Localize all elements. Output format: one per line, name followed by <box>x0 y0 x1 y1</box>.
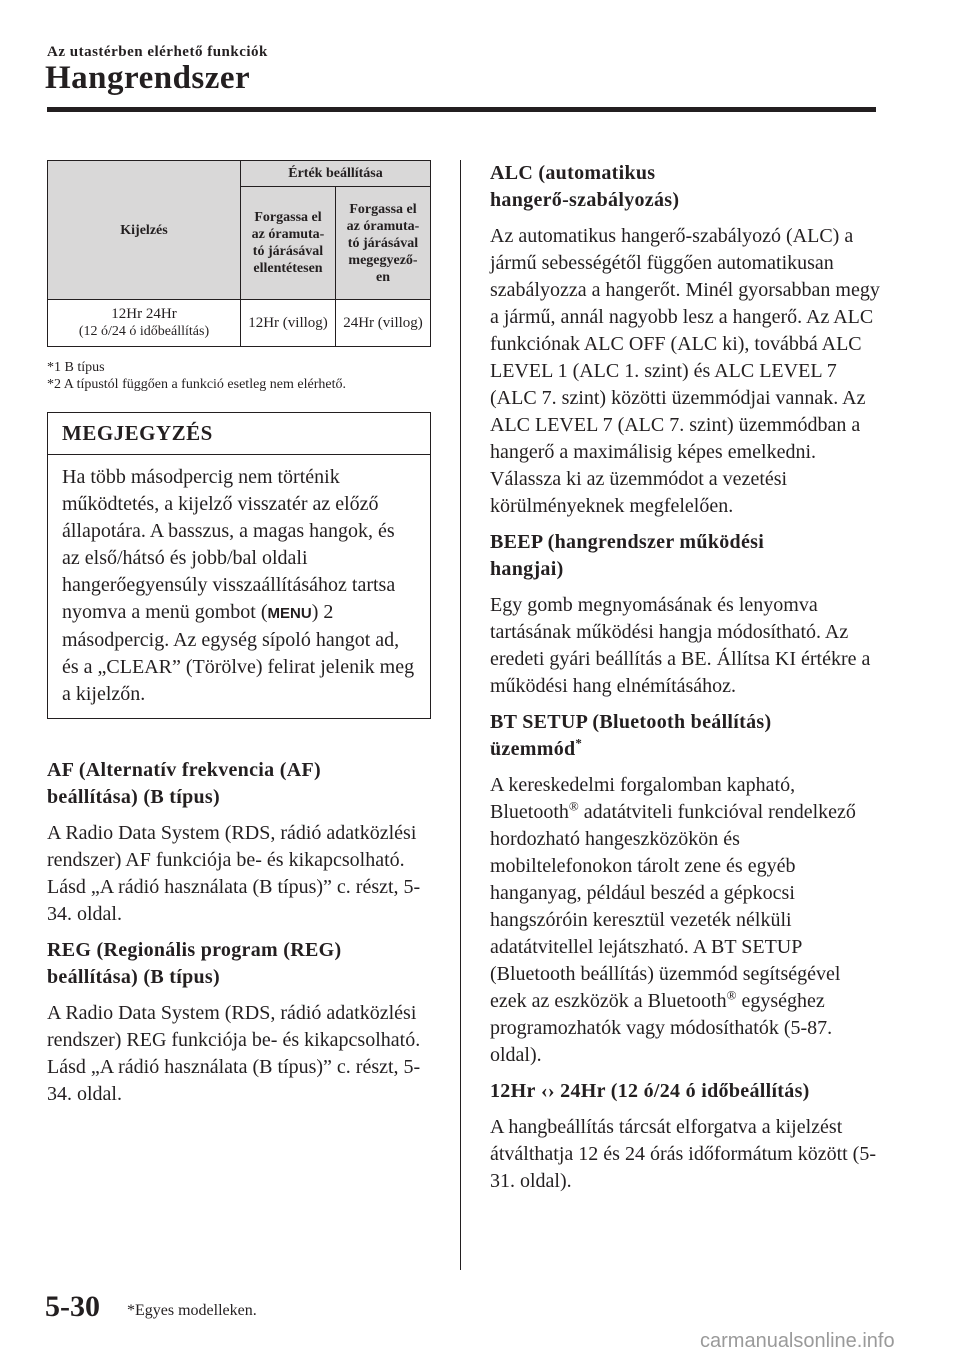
note-body: Ha több másodpercig nem történik működtetés, a kijelző visszatér az előző állapotára. A basszus, a magas hangok, és az első/hátsó és jobb/bal oldali hangerőegyensúly visszaállításához tartsa nyomva a menü gombot (MENU) 2 másodpercig. Az egység sípoló hangot ad, és a „CLEAR” (Törölve) felirat jelenik meg a kijelzőn. <box>62 466 415 705</box>
title-rule <box>47 107 876 112</box>
header-value: Érték beállítása <box>241 161 431 187</box>
row-display-main: 12Hr 24Hr <box>111 306 177 322</box>
reg-heading: REG (Regionális program (REG) beállítása) (B típus) <box>47 939 342 988</box>
beep-heading: BEEP (hangrendszer működési hangjai) <box>490 531 765 580</box>
row-ccw-value: 12Hr (villog) <box>241 300 336 347</box>
page-title: Hangrendszer <box>45 60 251 96</box>
af-reference: Lásd „A rádió használata (B típus)” c. részt, 5-34. oldal. <box>47 876 421 925</box>
right-column <box>490 160 880 1195</box>
note-box <box>47 412 431 719</box>
section-label: Az utastérben elérhető funkciók <box>47 44 268 60</box>
registered-mark: ® <box>568 798 579 814</box>
settings-table <box>47 160 431 347</box>
header-ccw: Forgassa el az óramuta- tó járásával ellentétesen <box>241 187 336 300</box>
column-divider <box>460 160 461 1270</box>
footnote-2: *2 A típustól függően a funkció esetleg nem elérhető. <box>47 377 346 392</box>
left-column <box>47 160 431 1108</box>
alc-heading: ALC (automatikus hangerő-szabályozás) <box>490 162 680 211</box>
registered-mark: ® <box>726 987 737 1003</box>
row-display-sub: (12 ó/24 ó időbeállítás) <box>78 324 210 339</box>
page-number: 5-30 <box>45 1290 100 1323</box>
footnotes <box>47 359 431 393</box>
header-display: Kijelzés <box>48 161 241 300</box>
row-cw-value: 24Hr (villog) <box>336 300 431 347</box>
row-display <box>48 300 241 347</box>
af-body: A Radio Data System (RDS, rádió adatközlési rendszer) AF funkciója be- és kikapcsolható. <box>47 822 417 871</box>
menu-button-glyph: MENU <box>267 605 312 622</box>
af-heading: AF (Alternatív frekvencia (AF) beállítása) (B típus) <box>47 759 321 808</box>
reg-body: A Radio Data System (RDS, rádió adatközlési rendszer) REG funkciója be- és kikapcsolható. <box>47 1002 421 1051</box>
note-heading: MEGJEGYZÉS <box>48 413 430 455</box>
footnote-1: *1 B típus <box>47 360 105 375</box>
watermark: carmanualsonline.info <box>700 1330 895 1352</box>
alc-body: Az automatikus hangerő-szabályozó (ALC) a jármű sebességétől függően automatikusan szabályozza a hangerőt. Minél gyorsabban megy a jármű, annál nagyobb lesz a hangerő. Az ALC funkciónak ALC OFF (ALC ki), továbbá ALC LEVEL 1 (ALC 1. szint) és ALC LEVEL 7 (ALC 7. szint) közötti üzemmódjai vannak. Az ALC LEVEL 7 (ALC 7. szint) üzemmódban a hangerő a maximálisig képes emelkedni. Válassza ki az üzemmódot a vezetési körülményeknek megfelelően. <box>490 225 880 517</box>
reg-reference: Lásd „A rádió használata (B típus)” c. részt, 5-34. oldal. <box>47 1056 421 1105</box>
bt-setup-body: A kereskedelmi forgalomban kapható, Bluetooth® adatátviteli funkcióval rendelkező hordozható hangeszközökön és mobiltelefonokon tárolt zene és egyéb hanganyag, például beszéd a gépkocsi hangszóróin keresztül vezeték nélküli adatátvitellel lejátszható. A BT SETUP (Bluetooth beállítás) üzemmód segítségével ezek az eszközök a Bluetooth® egységhez programozhatók vagy módosíthatók (5-87. oldal). <box>490 774 856 1066</box>
clock-heading: 12Hr ‹› 24Hr (12 ó/24 ó időbeállítás) <box>490 1080 810 1102</box>
bt-setup-heading: BT SETUP (Bluetooth beállítás) üzemmód* <box>490 711 772 760</box>
clock-body: A hangbeállítás tárcsát elforgatva a kijelzést átválthatja 12 és 24 órás időformátum között (5-31. oldal). <box>490 1116 877 1192</box>
header-cw: Forgassa el az óramuta- tó járásával megegyező- en <box>336 187 431 300</box>
arrows-icon: ‹› <box>535 1080 561 1102</box>
footer-note: *Egyes modelleken. <box>127 1302 257 1319</box>
beep-body: Egy gomb megnyomásának és lenyomva tartásának működési hangja módosítható. Az eredeti gyári beállítás a BE. Állítsa KI értékre a működési hang elnémításához. <box>490 594 871 697</box>
